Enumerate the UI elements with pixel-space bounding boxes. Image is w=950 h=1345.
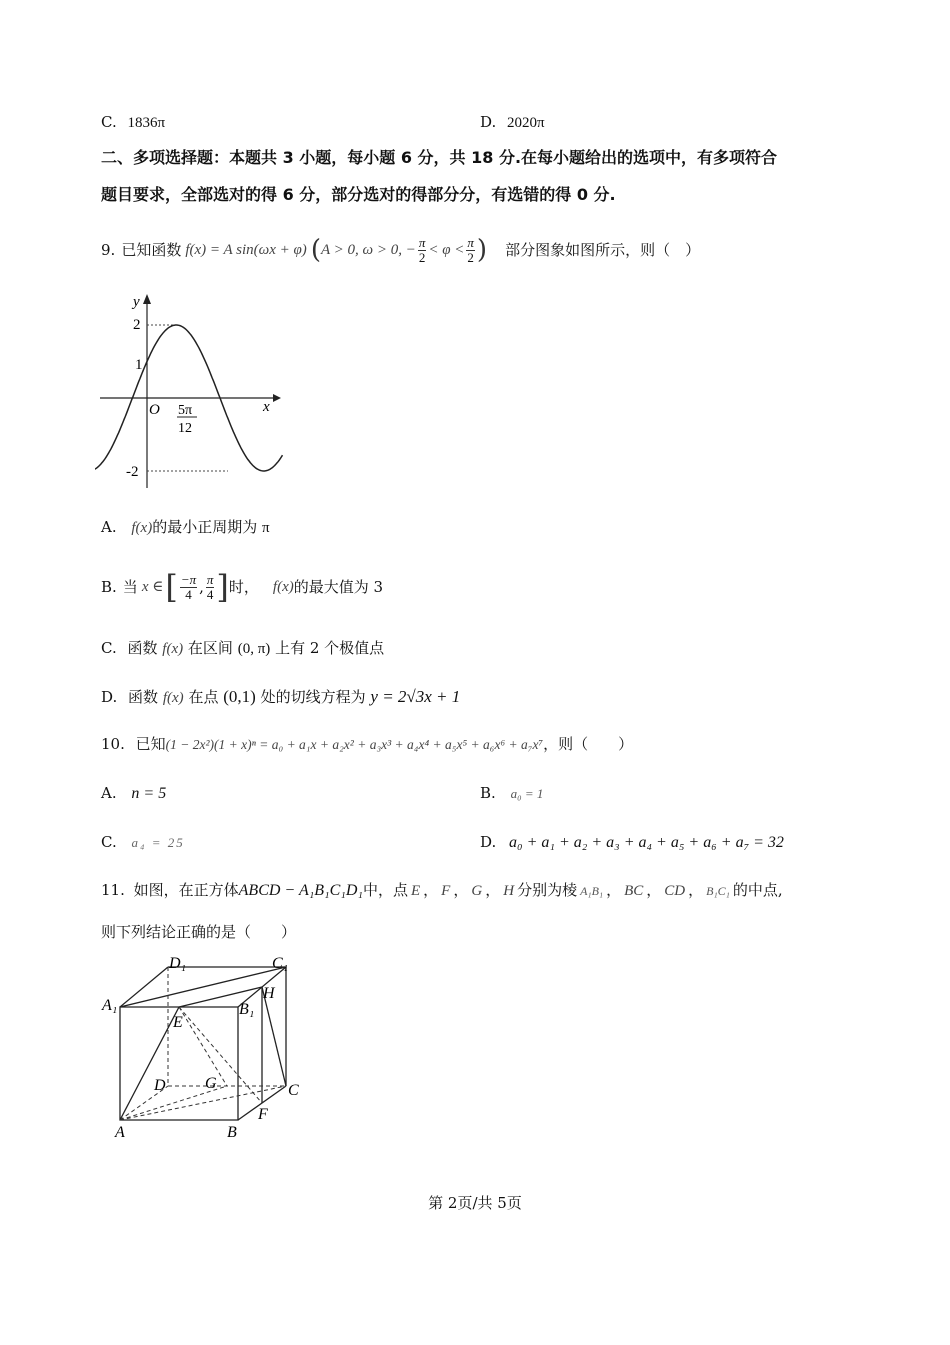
q9-option-a[interactable]: A. f(x)的最小正周期为 π: [101, 518, 270, 536]
section-heading-line1: 二、多项选择题：本题共 3 小题，每小题 6 分，共 18 分.在每小题给出的选项中，有多项符合: [101, 148, 778, 167]
label-b1: B₁: [239, 1001, 255, 1018]
segment-e-a: [120, 1007, 179, 1120]
cube-figure: [98, 952, 313, 1147]
bracket-open: [: [165, 568, 178, 606]
x-axis-label: x: [263, 399, 270, 415]
tick-x-denominator: 12: [178, 421, 192, 436]
question-9-stem: 9. 已知函数 f(x) = A sin(ωx + φ) ( A > 0, ω > 0, − $\frac{\pi}{2}$ < φ < $\frac{\pi}{2}$ ) 部分图象如图所示，则（ ）: [101, 234, 701, 265]
label-f: F: [258, 1106, 268, 1123]
segment-e-g: [179, 1007, 227, 1086]
page-footer: 第 2页/共 5页: [428, 1194, 522, 1212]
prev-option-c: C. 1836π: [101, 113, 166, 131]
y-axis-label: y: [133, 294, 140, 310]
cube-solid-edges: [120, 967, 286, 1120]
label-c: C: [288, 1082, 299, 1099]
label-e: E: [173, 1014, 183, 1031]
label-h: H: [263, 985, 275, 1002]
cube-hidden-edges: [120, 967, 286, 1120]
label-g: G: [205, 1075, 217, 1092]
tick-y-2: 2: [133, 317, 141, 333]
fraction-pi-over-2: $\frac{\pi}{2}$: [418, 234, 426, 265]
origin-label: O: [149, 402, 160, 418]
x-axis-arrow: [273, 394, 281, 402]
label-b: B: [227, 1124, 237, 1141]
bracket-close: ]: [216, 568, 229, 606]
q9-option-c[interactable]: C. 函数 f(x) 在区间 (0, π) 上有 2 个极值点: [101, 639, 385, 657]
fraction-neg-pi-over-4: $\frac{-\pi}{4}$: [180, 571, 197, 602]
label-c1: C₁: [272, 955, 289, 972]
tick-y-1: 1: [135, 357, 143, 373]
prev-option-d: D. 2020π: [480, 113, 545, 131]
question-10-stem: 10. 已知(1 − 2x²)(1 + x)ⁿ = a₀ + a₁x + a₂x² + a₃x³ + a₄x⁴ + a₅x⁵ + a₆x⁶ + a₇x⁷，则（ ）: [101, 735, 634, 753]
label-a: A: [115, 1124, 125, 1141]
section-heading-line2: 题目要求，全部选对的得 6 分，部分选对的得部分分，有选错的得 0 分.: [101, 185, 616, 204]
y-axis-arrow: [143, 294, 151, 304]
question-11-stem-line2: 则下列结论正确的是（ ）: [101, 923, 297, 941]
q10-option-a[interactable]: A. n = 5: [101, 784, 167, 802]
tick-x-numerator: 5π: [178, 403, 193, 418]
label-d1: D₁: [169, 955, 187, 972]
paren-close: ): [476, 235, 488, 265]
q10-option-b[interactable]: B. a₀ = 1: [480, 784, 544, 802]
q9-option-b[interactable]: B. 当 x ∈ [ $\frac{-\pi}{4}$ , $\frac{\pi}{4}$ ] 时， f(x) 的最大值为 3: [101, 568, 384, 606]
q10-option-d[interactable]: D. a₀ + a₁ + a₂ + a₃ + a₄ + a₅ + a₆ + a₇ = 32: [480, 833, 784, 851]
fraction-pi-over-4: $\frac{\pi}{4}$: [206, 571, 214, 602]
label-d: D: [154, 1077, 166, 1094]
sine-graph: [95, 288, 285, 498]
tick-y-neg2: -2: [126, 464, 139, 480]
segment-e-f: [179, 1007, 262, 1103]
q9-option-d[interactable]: D. 函数 f(x) 在点 (0,1) 处的切线方程为 y = 2√3x + 1: [101, 687, 461, 706]
q10-option-c[interactable]: C. a₄ = 25: [101, 833, 185, 851]
paren-open: (: [310, 235, 321, 265]
question-11-stem-line1: 11. 如图，在正方体ABCD − A₁B₁C₁D₁中，点 E ， F ， G ， H 分别为棱 A₁B₁ ， BC ， CD ， B₁C₁ 的中点,: [101, 881, 783, 899]
label-a1: A₁: [102, 997, 118, 1014]
fraction-pi-over-2-right: $\frac{\pi}{2}$: [467, 234, 474, 265]
